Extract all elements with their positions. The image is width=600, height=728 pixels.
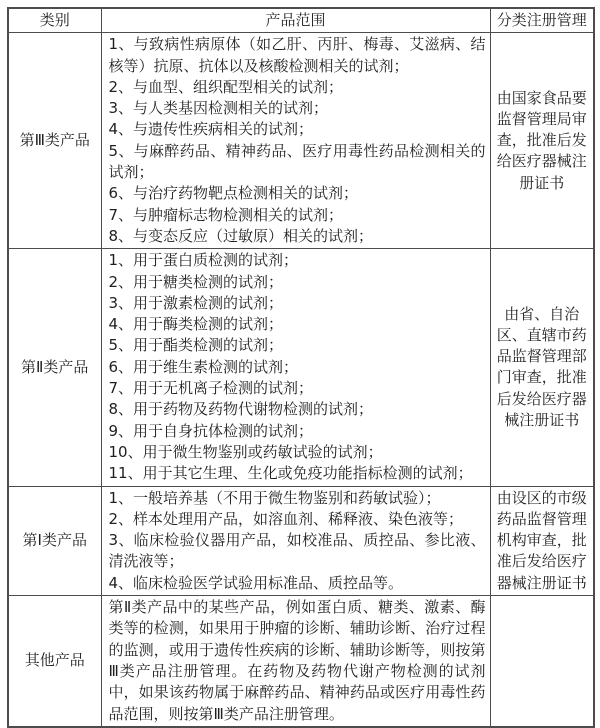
scope-cell-other [101,596,490,727]
scope-item: 4、与遗传性疾病相关的试剂； [108,120,314,139]
scope-item: 9、用于自身抗体检测的试剂； [108,421,314,440]
column-header-product-scope: 产品范围 [101,8,490,33]
scope-item: 10、用于微生物鉴别或药敏试验的试剂； [108,442,383,461]
table-row [8,8,594,33]
scope-item: 1、与致病性病原体（如乙肝、丙肝、梅毒、艾滋病、结核等）抗原、抗体以及核酸检测相关的试剂； [108,35,486,75]
category-cell-class-3: 第Ⅲ类产品 [8,33,101,249]
scope-item: 1、用于蛋白质检测的试剂； [108,251,299,270]
table-row-class-3 [8,33,594,249]
scope-item: 3、与人类基因检测相关的试剂； [108,99,329,118]
scope-item: 1、一般培养基（不用于微生物鉴别和药敏试验）； [108,488,441,507]
scope-item: 7、用于无机离子检测的试剂； [108,379,314,398]
scope-item: 3、用于激素检测的试剂； [108,293,284,312]
column-header-registration-management: 分类注册管理 [490,8,594,33]
table-header-row [8,8,594,33]
management-cell-class-1: 由设区的市级药品监督管理机构审查，批准后发给医疗器械注册证书 [490,486,594,595]
scope-item: 4、临床检验医学试验用标准品、质控品等。 [108,573,404,592]
scope-cell-class-3 [101,33,490,249]
scope-item: 8、与变态反应（过敏原）相关的试剂； [108,226,374,245]
ivd-classification-table [7,7,595,728]
category-cell-class-1: 第Ⅰ类产品 [8,486,101,595]
scope-item: 5、与麻醉药品、精神药品、医疗用毒性药品检测相关的试剂； [108,141,486,182]
column-header-category: 类别 [8,8,101,33]
table-row-class-1 [8,486,594,595]
category-cell-class-2: 第Ⅱ类产品 [8,249,101,486]
scope-item: 5、用于酯类检测的试剂； [108,336,284,355]
scope-item: 2、与血型、组织配型相关的试剂； [108,77,344,96]
scope-item: 第Ⅱ类产品中的某些产品，例如蛋白质、糖类、激素、酶类等的检测，如果用于肿瘤的诊断、辅助诊断、治疗过程的监测，或用于遗传性疾病的诊断、辅助诊断等，则按第Ⅲ类产品注册管理。在药物及药物代谢产物检测的试剂中，如果该药物属于麻醉药品、精神药品或医疗用毒性药品范围，则按第Ⅲ类产品注册管理。 [108,598,486,723]
category-cell-other: 其他产品 [8,596,101,727]
scope-cell-class-2 [101,249,490,486]
scope-item: 3、临床检验仪器用产品，如校准品、质控品、参比液、清洗液等； [108,531,486,571]
management-cell-other [490,596,594,727]
management-cell-class-2: 由省、自治区、直辖市药品监督管理部门审查，批准后发给医疗器械注册证书 [490,249,594,486]
table-row-class-2 [8,249,594,486]
management-cell-class-3: 由国家食品要监督管理局审查，批准后发给医疗器械注册证书 [490,33,594,249]
table-row-other [8,596,594,727]
scope-item: 4、用于酶类检测的试剂； [108,315,284,334]
scope-item: 8、用于药物及药物代谢物检测的试剂； [108,400,374,419]
scope-item: 2、样本处理用产品，如溶血剂、稀释液、染色液等； [108,509,464,528]
scope-item: 6、用于维生素检测的试剂； [108,357,299,376]
scope-item: 6、与治疗药物靶点检测相关的试剂； [108,184,359,203]
scope-item: 2、用于糖类检测的试剂； [108,272,284,291]
scope-cell-class-1 [101,486,490,595]
scope-item: 11、用于其它生理、生化或免疫功能指标检测的试剂； [108,464,473,483]
scope-item: 7、与肿瘤标志物检测相关的试剂； [108,205,344,224]
